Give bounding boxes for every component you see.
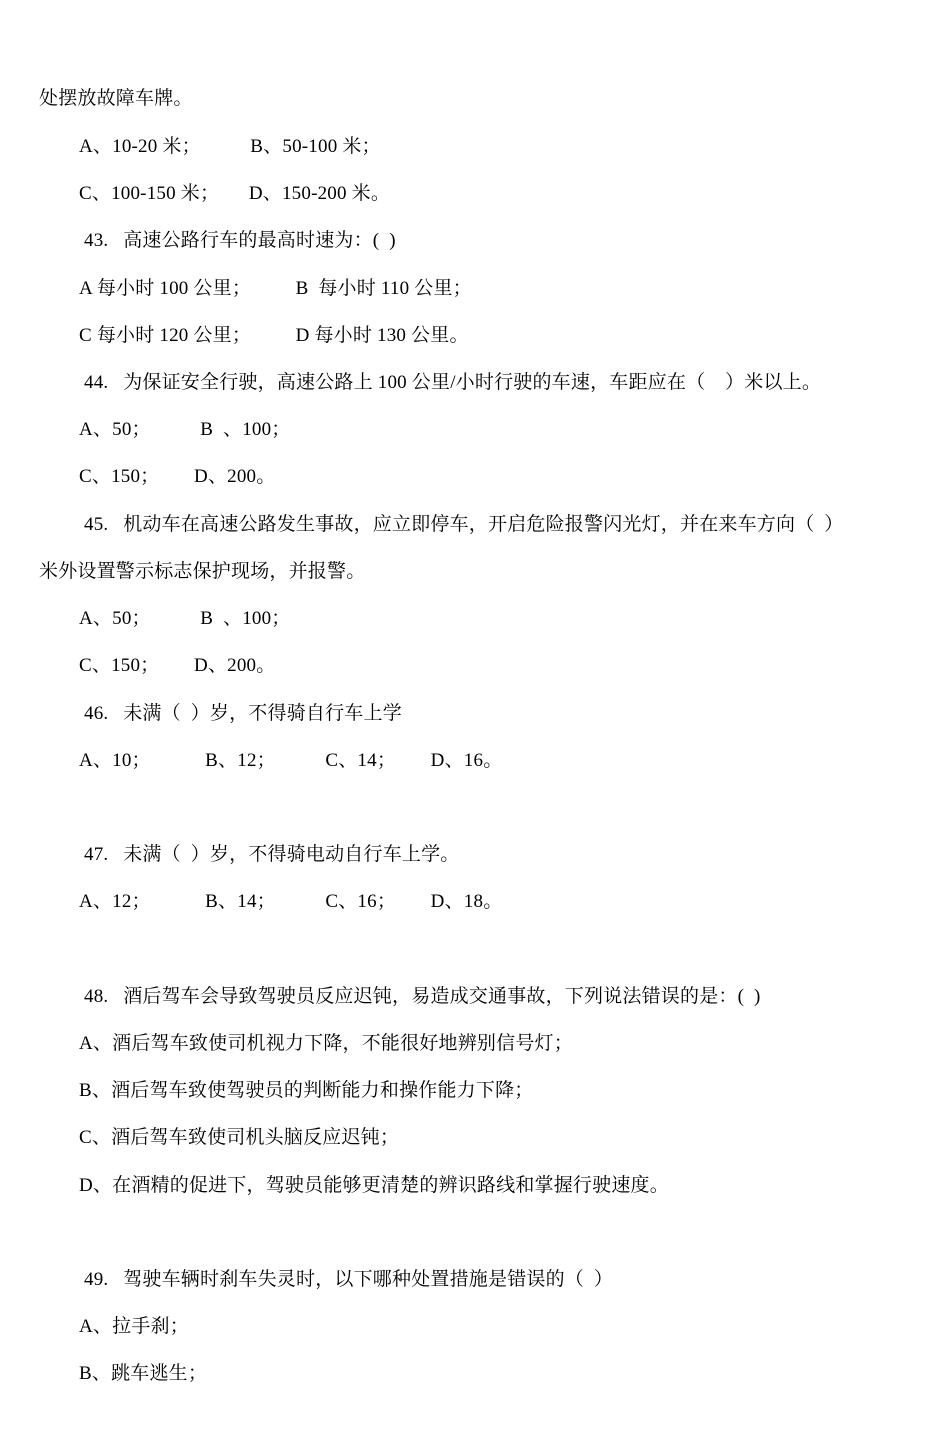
question-43-options-cd: C 每小时 120 公里； D 每小时 130 公里。 [79,325,469,346]
question-49-option-a: A、拉手刹； [79,1316,189,1337]
question-48: 48. 酒后驾车会导致驾驶员反应迟钝，易造成交通事故，下列说法错误的是：( ) [84,986,761,1007]
question-47-options: A、12； B、14； C、16； D、18。 [79,891,503,912]
question-46: 46. 未满（ ）岁，不得骑自行车上学 [84,703,402,724]
question-49: 49. 驾驶车辆时刹车失灵时，以下哪种处置措施是错误的（ ） [84,1269,614,1290]
question-44: 44. 为保证安全行驶，高速公路上 100 公里/小时行驶的车速，车距应在（ ）米以上。 [84,372,822,393]
question-45-options-ab: A、50； B 、100； [79,608,291,629]
question-44-options-ab: A、50； B 、100； [79,419,291,440]
question-48-option-a: A、酒后驾车致使司机视力下降，不能很好地辨别信号灯； [79,1033,573,1054]
question-42-options-cd: C、100-150 米； D、150-200 米。 [79,183,391,204]
question-42-continuation: 处摆放故障车牌。 [39,88,193,109]
question-45-continuation: 米外设置警示标志保护现场，并报警。 [39,561,366,582]
question-47: 47. 未满（ ）岁，不得骑电动自行车上学。 [84,844,460,865]
question-46-options: A、10； B、12； C、14； D、16。 [79,750,503,771]
question-45: 45. 机动车在高速公路发生事故，应立即停车，开启危险报警闪光灯，并在来车方向（ ） [84,514,844,535]
question-48-option-c: C、酒后驾车致使司机头脑反应迟钝； [79,1127,400,1148]
question-43: 43. 高速公路行车的最高时速为：( ) [84,230,396,251]
question-45-options-cd: C、150； D、200。 [79,655,276,676]
question-49-option-b: B、跳车逃生； [79,1363,208,1384]
question-48-option-b: B、酒后驾车致使驾驶员的判断能力和操作能力下降； [79,1080,534,1101]
question-42-options-ab: A、10-20 米； B、50-100 米； [79,136,381,157]
question-44-options-cd: C、150； D、200。 [79,466,276,487]
question-48-option-d: D、在酒精的促进下，驾驶员能够更清楚的辨识路线和掌握行驶速度。 [79,1175,669,1196]
question-43-options-ab: A 每小时 100 公里； B 每小时 110 公里； [79,278,472,299]
